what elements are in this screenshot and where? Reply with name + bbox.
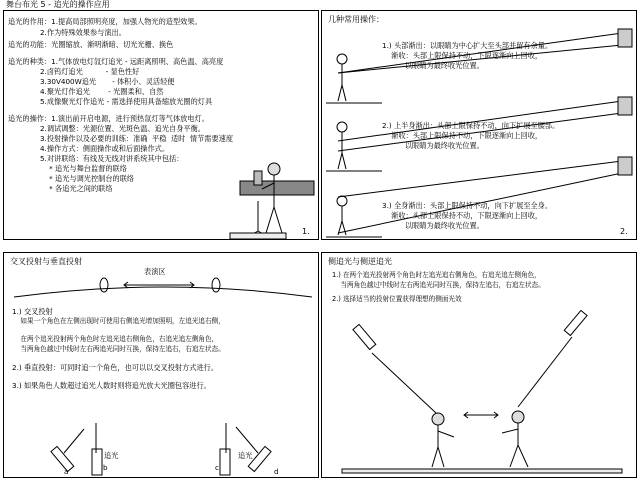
spotlight-label-left: 追光 bbox=[104, 451, 119, 460]
light-label-a: a bbox=[64, 467, 69, 476]
op2-line3: 以眼睛为最终收光位置。 bbox=[382, 141, 484, 150]
text-line-4: 追光的种类：1.气体放电灯氙灯追光 - 远距离照明、高色温、高亮度 bbox=[8, 57, 224, 66]
op3-line3: 以眼睛为最终收光位置。 bbox=[382, 221, 484, 230]
op3-line2: 渐收：头部上限保持不动，下限逐渐向上回收， bbox=[382, 211, 543, 220]
text-line-7: 4.聚光灯作追光 - 光圈柔和、自然 bbox=[8, 87, 164, 96]
light-label-b: b bbox=[103, 463, 108, 472]
text-line-2: 当两角色越过中线时左右两追光同时互换，保持左追右，右追左状态。 bbox=[332, 281, 545, 289]
page-number: 2. bbox=[620, 227, 628, 236]
op3-line1: 3.) 全身渐出：头部上限保持不动，向下扩展至全身。 bbox=[382, 201, 553, 210]
text-line-5: 当两角色越过中线时左右两追光同时互换，保持左追右，右追左状态。 bbox=[12, 345, 225, 353]
text-line-8: 5.成像聚光灯作追光 - 需选择使用具备缩放光圈的灯具 bbox=[8, 97, 213, 106]
text-line-9: 3.) 如果角色人数超过追光人数时则将追光放大光圈包容进行。 bbox=[12, 381, 211, 390]
spotlight-label-right: 追光 bbox=[238, 451, 253, 460]
panel-title: 侧追光与侧逆追光 bbox=[328, 257, 392, 266]
light-label-d: d bbox=[274, 467, 279, 476]
text-line-11: 3.投射操作以及必要的训练：准确 平稳 适时 情节需要速度 bbox=[8, 134, 234, 143]
light-label-c: c bbox=[215, 463, 219, 472]
panel-title: 几种常用操作： bbox=[328, 15, 384, 24]
op2-line1: 2.) 上半身渐出：头部上限保持不动，向下扩展至腰部。 bbox=[382, 121, 560, 130]
stage-label: 表演区 bbox=[144, 267, 166, 276]
op1-line3: 以眼睛为最终收光位置。 bbox=[382, 61, 484, 70]
text-line-9: 追光的操作：1.演出前开启电源，进行预热氙灯等气体放电灯。 bbox=[8, 114, 209, 123]
text-line-4: 在两个追光投射两个角色时左追光追右侧角色，右追光追左侧角色， bbox=[12, 335, 219, 343]
text-line-12: 4.操作方式：侧面操作或和后面操作式。 bbox=[8, 144, 170, 153]
text-line-3: 2.) 选择适当的投射位置获得理想的侧面光效 bbox=[332, 295, 462, 303]
op1-line1: 1.) 头部渐出：以眼睛为中心扩大至头部并留有余量。 bbox=[382, 41, 553, 50]
text-line-3: 追光的功能：光圈缩放、渐明渐暗、切光光栅、换色 bbox=[8, 40, 174, 49]
text-line-2: 如果一个角色在左侧出现时可使用右侧追光增加照明，左追光追右侧， bbox=[12, 317, 225, 325]
side-light-illustration bbox=[322, 253, 637, 478]
panel-spotlight-basics bbox=[3, 10, 319, 240]
text-line-10: 2.调试调整：光源位置、光斑色温、追光自身平衡。 bbox=[8, 124, 205, 133]
page-header: 舞台布光 5 - 追光的操作应用 bbox=[6, 0, 110, 9]
text-line-7: 2.) 垂直投射：可同时追一个角色，也可以以交叉投射方式进行。 bbox=[12, 363, 219, 372]
panel-title: 交叉投射与垂直投射 bbox=[10, 257, 82, 266]
panel-side-backlight bbox=[321, 252, 637, 478]
op1-line2: 渐收：头部上限保持不动，下限逐渐向上回收， bbox=[382, 51, 543, 60]
text-line-1: 1.) 在两个追光投射两个角色时左追光追右侧角色，右追光追左侧角色， bbox=[332, 271, 541, 279]
panel-cross-vertical bbox=[3, 252, 319, 478]
panel-common-operations bbox=[321, 10, 637, 240]
text-line-1: 追光的作用：1.提高局部照明亮度，加强人物光的造型效果。 bbox=[8, 17, 202, 26]
spotlight-operator-illustration bbox=[4, 11, 319, 240]
text-line-13: 5.对讲联络：有线及无线对讲系统其中包括： bbox=[8, 154, 184, 163]
text-line-15: * 追光与调光控制台的联络 bbox=[8, 174, 135, 183]
text-line-16: * 各追光之间的联络 bbox=[8, 184, 113, 193]
op2-line2: 渐收：头部上限保持不动，下限逐渐向上回收， bbox=[382, 131, 543, 140]
text-line-14: * 追光与舞台监督的联络 bbox=[8, 164, 127, 173]
text-line-1: 1.) 交叉投射 bbox=[12, 307, 53, 316]
text-line-2: 2.作为特殊效果参与演出。 bbox=[8, 28, 126, 37]
text-line-6: 3.30V400W追光 - 体积小、灵活轻便 bbox=[8, 77, 175, 86]
text-line-5: 2.卤钨灯追光 - 显色性好 bbox=[8, 67, 140, 76]
page-number: 1. bbox=[302, 227, 310, 236]
